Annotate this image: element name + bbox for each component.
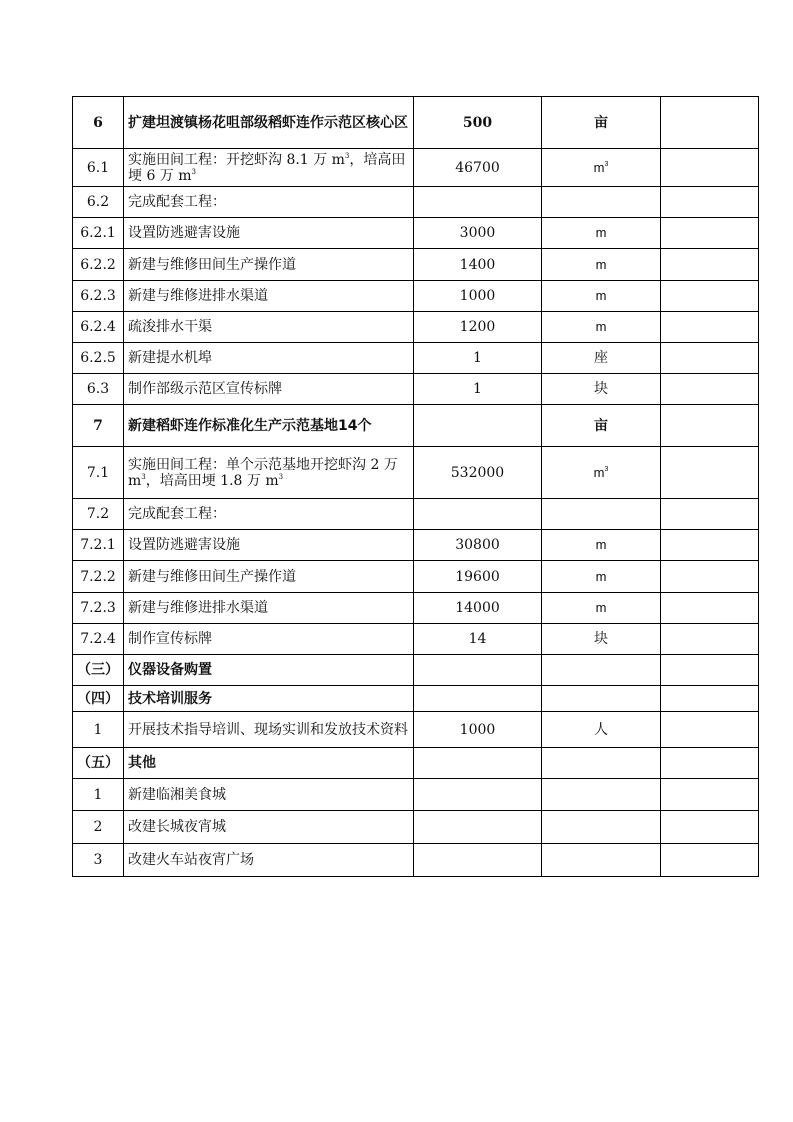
item-description: 新建稻虾连作标准化生产示范基地14个 [124,405,414,447]
table-row [73,530,759,561]
quantity: 3000 [414,218,542,249]
unit [542,97,661,149]
row-number: 6.2.4 [73,312,124,343]
row-number: 6 [73,97,124,149]
remark-cell [661,530,759,561]
quantity: 1000 [414,712,542,748]
quantity: 1200 [414,312,542,343]
table-row [73,374,759,405]
unit-text: m [595,225,607,240]
remark-cell [661,447,759,499]
remark-cell [661,844,759,877]
row-number: 1 [73,779,124,811]
item-description: 新建与维修田间生产操作道 [124,249,414,281]
row-number: 7.2.4 [73,624,124,655]
row-number: 6.2.2 [73,249,124,281]
project-table [72,96,759,877]
item-text-part: ，培高田埂 6 万 m [128,151,406,184]
table-row [73,811,759,844]
remark-cell [661,593,759,624]
quantity [414,187,542,218]
remark-cell [661,712,759,748]
quantity: 30800 [414,530,542,561]
row-number: 2 [73,811,124,844]
unit [542,312,661,343]
item-description: 新建临湘美食城 [124,779,414,811]
quantity: 532000 [414,447,542,499]
unit-text: m [593,159,605,175]
quantity [414,844,542,877]
remark-cell [661,97,759,149]
item-text-part: 实施田间工程：开挖虾沟 8.1 万 m [128,151,345,168]
table-row [73,499,759,530]
quantity: 46700 [414,149,542,187]
row-number: 3 [73,844,124,877]
row-number: 7.2 [73,499,124,530]
quantity: 1000 [414,281,542,312]
item-description: 新建与维修田间生产操作道 [124,561,414,593]
superscript: 3 [278,472,284,481]
item-description [124,149,414,187]
unit-text: 亩 [594,417,608,434]
item-description: 完成配套工程： [124,187,414,218]
quantity [414,748,542,779]
unit [542,844,661,877]
unit [542,187,661,218]
unit [542,405,661,447]
quantity [414,779,542,811]
unit [542,686,661,712]
unit [542,149,661,187]
remark-cell [661,686,759,712]
quantity [414,499,542,530]
remark-cell [661,149,759,187]
item-description: 仪器设备购置 [124,655,414,686]
unit-text: m [593,464,605,480]
remark-cell [661,343,759,374]
unit-text: m [595,537,607,552]
unit [542,530,661,561]
project-table-body [73,97,759,877]
remark-cell [661,779,759,811]
unit-superscript: 3 [604,160,609,168]
table-row [73,249,759,281]
table-row [73,779,759,811]
row-number: （三） [73,655,124,686]
row-number: 7.2.3 [73,593,124,624]
unit-text: m [595,319,607,334]
quantity [414,686,542,712]
unit-text: 块 [594,381,608,397]
unit [542,281,661,312]
remark-cell [661,249,759,281]
row-number: （五） [73,748,124,779]
item-description: 新建与维修进排水渠道 [124,593,414,624]
item-description: 新建与维修进排水渠道 [124,281,414,312]
table-row [73,97,759,149]
item-description: 开展技术指导培训、现场实训和发放技术资料 [124,712,414,748]
item-description: 设置防逃避害设施 [124,530,414,561]
quantity: 14000 [414,593,542,624]
row-number: 1 [73,712,124,748]
unit-text: m [595,600,607,615]
table-row [73,561,759,593]
remark-cell [661,312,759,343]
quantity [414,811,542,844]
table-row [73,593,759,624]
table-row [73,187,759,218]
remark-cell [661,655,759,686]
row-number: 6.1 [73,149,124,187]
unit [542,712,661,748]
unit [542,249,661,281]
item-description [124,447,414,499]
unit-text: m [595,288,607,303]
row-number: 7.2.1 [73,530,124,561]
remark-cell [661,624,759,655]
quantity: 500 [414,97,542,149]
item-description: 扩建坦渡镇杨花咀部级稻虾连作示范区核心区 [124,97,414,149]
unit [542,593,661,624]
table-row [73,312,759,343]
item-description: 技术培训服务 [124,686,414,712]
unit [542,218,661,249]
row-number: 6.3 [73,374,124,405]
unit [542,655,661,686]
quantity: 1 [414,343,542,374]
item-description: 新建提水机埠 [124,343,414,374]
table-row [73,655,759,686]
unit-text: m [595,568,607,584]
item-description: 制作宣传标牌 [124,624,414,655]
item-description: 其他 [124,748,414,779]
unit-text: 座 [594,350,608,366]
unit-text: 亩 [594,114,608,131]
item-description: 疏浚排水干渠 [124,312,414,343]
item-description: 制作部级示范区宣传标牌 [124,374,414,405]
unit [542,447,661,499]
table-row [73,686,759,712]
superscript: 3 [344,151,350,160]
row-number: 6.2 [73,187,124,218]
table-row [73,844,759,877]
superscript: 3 [191,167,197,176]
unit-text: 块 [594,631,608,647]
remark-cell [661,748,759,779]
superscript: 3 [141,472,146,481]
table-row [73,149,759,187]
row-number: 6.2.5 [73,343,124,374]
quantity: 1 [414,374,542,405]
quantity [414,655,542,686]
remark-cell [661,561,759,593]
quantity: 14 [414,624,542,655]
unit [542,811,661,844]
row-number: 6.2.1 [73,218,124,249]
table-row [73,712,759,748]
item-description: 改建长城夜宵城 [124,811,414,844]
remark-cell [661,405,759,447]
unit [542,624,661,655]
item-description: 改建火车站夜宵广场 [124,844,414,877]
table-row [73,281,759,312]
row-number: 7 [73,405,124,447]
table-row [73,218,759,249]
unit [542,779,661,811]
remark-cell [661,281,759,312]
item-text-part: 实施田间工程：单个示范基地开挖虾沟 2 万 m [128,456,398,489]
table-row [73,624,759,655]
item-description: 设置防逃避害设施 [124,218,414,249]
item-description: 完成配套工程： [124,499,414,530]
quantity: 1400 [414,249,542,281]
table-row [73,405,759,447]
table-row [73,343,759,374]
row-number: 6.2.3 [73,281,124,312]
unit [542,374,661,405]
unit [542,343,661,374]
unit [542,499,661,530]
row-number: 7.1 [73,447,124,499]
remark-cell [661,811,759,844]
row-number: 7.2.2 [73,561,124,593]
item-text-part: ，培高田埂 1.8 万 m [145,472,279,489]
unit-text: m [595,256,607,272]
remark-cell [661,218,759,249]
table-row [73,447,759,499]
remark-cell [661,499,759,530]
quantity [414,405,542,447]
unit-text: 人 [594,721,608,738]
remark-cell [661,374,759,405]
row-number: （四） [73,686,124,712]
unit [542,748,661,779]
table-row [73,748,759,779]
remark-cell [661,187,759,218]
unit-superscript: 3 [604,465,609,473]
unit [542,561,661,593]
quantity: 19600 [414,561,542,593]
